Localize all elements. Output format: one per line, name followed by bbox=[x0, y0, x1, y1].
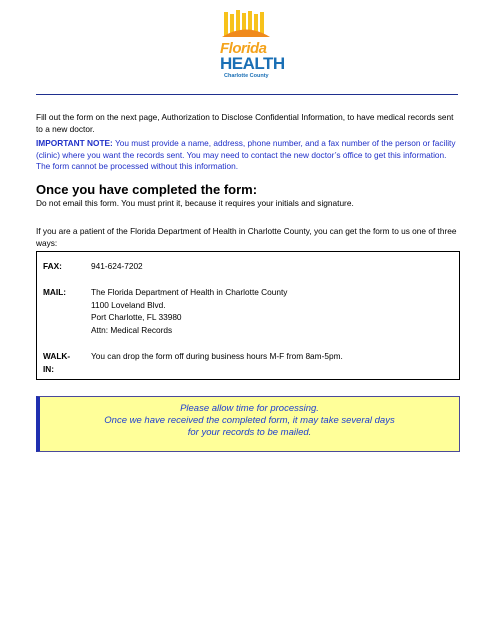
logo-text-florida: Florida bbox=[220, 40, 267, 57]
notice-line: for your records to be mailed. bbox=[187, 427, 312, 438]
instructions-paragraph: Do not email this form. You must print it, because it requires your initials and signature. bbox=[36, 198, 354, 208]
walkin-label-line: WALK- bbox=[43, 351, 71, 361]
important-note-body: You must provide a name, address, phone number, and a fax number of the person or facility (clinic) where you want the records sent. You may need to contact the new doctor’s office to get this information. The form cannot be processed without this information. bbox=[36, 138, 456, 171]
walkin-label-line: IN: bbox=[43, 363, 55, 374]
intro-paragraph: Fill out the form on the next page, Authorization to Disclose Confidential Information, to have medical records sent to a new doctor. bbox=[36, 112, 454, 134]
logo-text-county: Charlotte County bbox=[224, 73, 269, 79]
mail-address-line: Port Charlotte, FL 33980 bbox=[91, 312, 182, 322]
header-divider bbox=[36, 94, 458, 95]
sun-icon bbox=[220, 10, 272, 40]
walkin-label bbox=[43, 350, 83, 375]
notice-line: Once we have received the completed form, it may take several days bbox=[104, 415, 395, 426]
mail-address-line: Attn: Medical Records bbox=[91, 324, 173, 335]
mail-address-line: 1100 Loveland Blvd. bbox=[91, 299, 166, 310]
fax-number: 941-624-7202 bbox=[91, 261, 143, 271]
mail-address bbox=[91, 286, 451, 336]
logo-text-health: HEALTH bbox=[220, 54, 285, 73]
section-heading: Once you have completed the form: bbox=[36, 182, 258, 197]
mail-label: MAIL: bbox=[43, 287, 67, 297]
patient-note-paragraph: If you are a patient of the Florida Department of Health in Charlotte County, you can get the form to us one of three ways: bbox=[36, 226, 457, 248]
important-note-lead: IMPORTANT NOTE: bbox=[36, 138, 113, 148]
submission-methods-table bbox=[36, 251, 460, 380]
fax-label: FAX: bbox=[43, 261, 62, 271]
mail-address-line: The Florida Department of Health in Charlotte County bbox=[91, 287, 288, 297]
important-note bbox=[36, 138, 462, 173]
notice-line: Please allow time for processing. bbox=[180, 403, 319, 414]
florida-health-logo bbox=[214, 10, 285, 82]
walkin-details: You can drop the form off during business hours M-F from 8am-5pm. bbox=[91, 351, 343, 361]
processing-notice bbox=[36, 396, 460, 452]
